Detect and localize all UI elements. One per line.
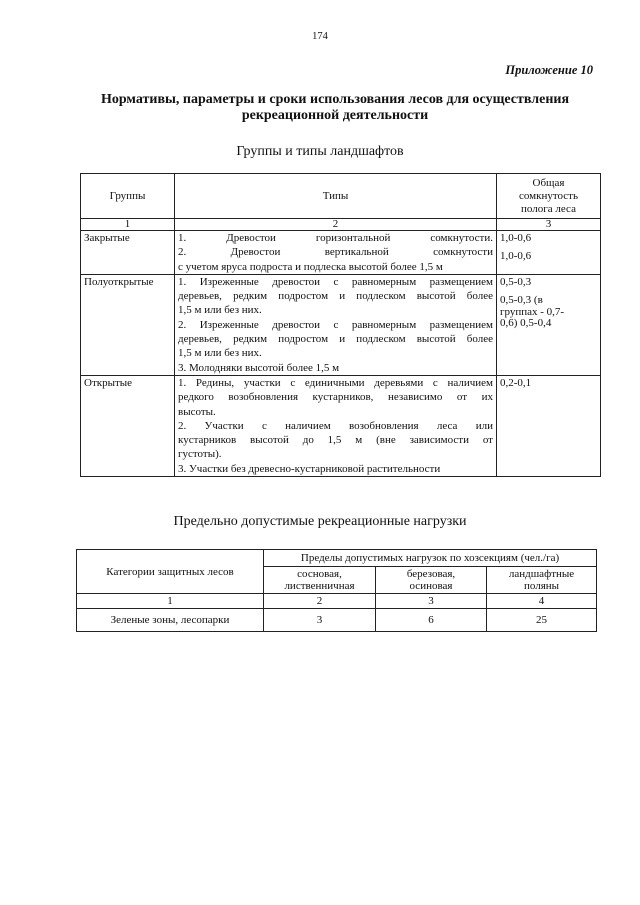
subheader-line: березовая,: [406, 568, 456, 580]
subheader-glades: [487, 567, 597, 594]
load-value: 6: [376, 609, 487, 632]
density-cell: [497, 375, 601, 476]
density-value: 0,5-0,3 (в: [500, 294, 543, 307]
column-number: 3: [376, 594, 487, 609]
subheader-birch: [376, 567, 487, 594]
type-line: редкого возобновления кустарников, независимо от их: [178, 391, 493, 404]
load-table-title: Предельно допустимые рекреационные нагрузки: [173, 514, 467, 529]
header-limits: Пределы допустимых нагрузок по хозсекциям (чел./га): [264, 550, 597, 567]
type-line: деревьев, редким подростом и подлеском высотой более: [178, 333, 493, 346]
column-number: 4: [487, 594, 597, 609]
recreation-load-table: [76, 549, 597, 632]
type-line: 1,5 м или без них.: [178, 304, 262, 317]
type-line: 1,5 м или без них.: [178, 347, 262, 360]
column-number-row: [77, 594, 597, 609]
subheader-line: сосновая,: [297, 568, 342, 580]
appendix-label: Приложение 10: [505, 63, 593, 77]
main-title: [60, 92, 610, 124]
page-number: 174: [312, 31, 328, 42]
subheader-line: ландшафтные: [508, 568, 575, 580]
type-line: 1. Редины, участки с единичными деревьями с наличием: [178, 376, 493, 389]
load-value: 25: [487, 609, 597, 632]
type-line: высоты.: [178, 405, 216, 418]
type-line: деревьев, редким подростом и подлеском высотой более: [178, 290, 493, 303]
type-line: густоты).: [178, 448, 222, 461]
density-value: 0,6) 0,5-0,4: [500, 317, 552, 330]
types-cell: [175, 375, 497, 476]
load-value: 3: [264, 609, 376, 632]
density-cell: [497, 274, 601, 375]
table-header-row: [81, 174, 601, 219]
category-cell: Зеленые зоны, лесопарки: [77, 609, 264, 632]
header-density: [497, 174, 601, 219]
density-value: 1,0-0,6: [500, 232, 532, 244]
header-groups: Группы: [81, 174, 175, 219]
subheader-line: лиственничная: [284, 580, 355, 592]
table-row: [81, 274, 601, 375]
type-line: 3. Молодняки высотой более 1,5 м: [178, 361, 340, 374]
header-density-line: сомкнутость: [518, 189, 578, 202]
type-line: 1. Древостои горизонтальной сомкнутости.: [178, 232, 493, 244]
landscape-types-table: [80, 173, 601, 477]
density-cell: [497, 231, 601, 275]
type-line: кустарников высотой до 1,5 м (вне зависимости от: [178, 434, 493, 447]
main-title-line-2: рекреационной деятельности: [241, 108, 429, 123]
subheader-line: поляны: [523, 580, 560, 592]
column-number-row: [81, 219, 601, 231]
density-value: 0,2-0,1: [500, 376, 532, 389]
header-types: Типы: [175, 174, 497, 219]
main-title-line-1: Нормативы, параметры и сроки использования лесов для осуществления: [100, 92, 570, 107]
table-row: [77, 609, 597, 632]
type-line: 2. Участки с наличием возобновления леса или: [178, 419, 493, 432]
header-density-line: полога леса: [521, 202, 576, 215]
subheader-pine: [264, 567, 376, 594]
types-cell: [175, 231, 497, 275]
type-line: 3. Участки без древесно-кустарниковой растительности: [178, 462, 441, 475]
subheader-line: осиновая: [409, 580, 453, 592]
type-line: с учетом яруса подроста и подлеска высотой более 1,5 м: [178, 260, 443, 273]
types-cell: [175, 274, 497, 375]
group-cell: Полуоткрытые: [81, 274, 175, 375]
column-number: 1: [81, 219, 175, 231]
landscape-table-title: Группы и типы ландшафтов: [236, 144, 404, 159]
column-number: 2: [264, 594, 376, 609]
type-line: 2. Древостои вертикальной сомкнутости: [178, 246, 493, 259]
group-cell: Закрытые: [81, 231, 175, 275]
column-number: 2: [175, 219, 497, 231]
table-header-row: [77, 550, 597, 567]
column-number: 3: [497, 219, 601, 231]
column-number: 1: [77, 594, 264, 609]
table-row: [81, 231, 601, 275]
header-density-line: Общая: [532, 176, 565, 189]
density-value: 0,5-0,3: [500, 275, 532, 288]
density-value: 1,0-0,6: [500, 250, 532, 263]
group-cell: Открытые: [81, 375, 175, 476]
header-category: Категории защитных лесов: [77, 550, 264, 594]
type-line: 1. Изреженные древостои с равномерным размещением: [178, 275, 493, 288]
density-value: группах - 0,7-: [500, 306, 565, 319]
type-line: 2. Изреженные древостои с равномерным размещением: [178, 318, 493, 331]
table-row: [81, 375, 601, 476]
